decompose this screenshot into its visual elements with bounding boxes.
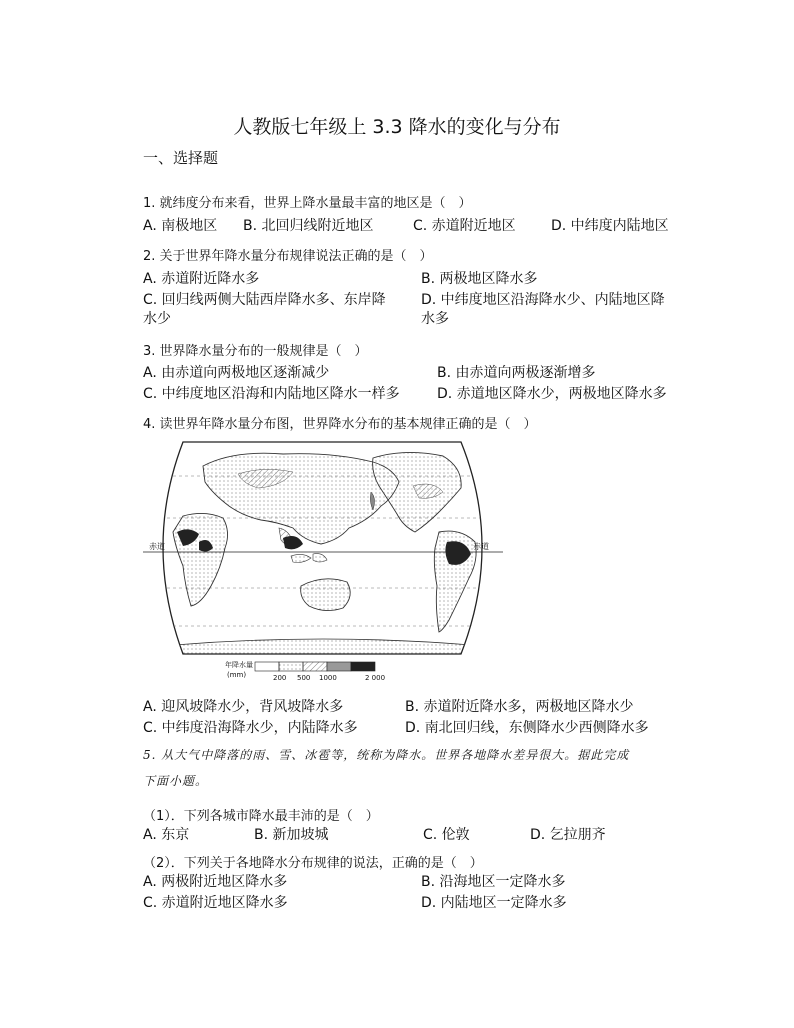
question-2-stem: 2. 关于世界年降水量分布规律说法正确的是（ ） xyxy=(143,249,433,264)
question-1-stem: 1. 就纬度分布来看，世界上降水量最丰富的地区是（ ） xyxy=(143,196,472,211)
question-2-option-c-line2: 水少 xyxy=(143,311,171,327)
question-5-stem-line1: 5. 从大气中降落的雨、雪、冰雹等，统称为降水。世界各地降水差异很大。据此完成 xyxy=(143,748,630,762)
question-4-option-b: B. 赤道附近降水多，两极地区降水少 xyxy=(405,699,634,715)
question-5-1-option-c: C. 伦敦 xyxy=(423,827,470,843)
question-1-option-c: C. 赤道附近地区 xyxy=(413,218,516,234)
legend-tick-500: 500 xyxy=(297,674,311,682)
question-4-stem: 4. 读世界年降水量分布图，世界降水分布的基本规律正确的是（ ） xyxy=(143,417,537,432)
question-5-2-stem: （2）．下列关于各地降水分布规律的说法，正确的是（ ） xyxy=(143,856,483,871)
section-heading: 一、选择题 xyxy=(143,149,219,167)
question-2-option-b: B. 两极地区降水多 xyxy=(421,271,538,287)
equator-label-right: 赤道 xyxy=(473,542,489,551)
question-5-2-option-c: C. 赤道附近地区降水多 xyxy=(143,895,288,911)
question-3-option-a: A. 由赤道向两极地区逐渐减少 xyxy=(143,365,330,381)
question-3-option-b: B. 由赤道向两极逐渐增多 xyxy=(437,365,596,381)
question-4-option-a: A. 迎风坡降水少，背风坡降水多 xyxy=(143,699,344,715)
question-1-option-b: B. 北回归线附近地区 xyxy=(243,218,374,234)
question-4-option-d: D. 南北回归线，东侧降水少西侧降水多 xyxy=(405,720,649,736)
question-3-stem: 3. 世界降水量分布的一般规律是（ ） xyxy=(143,344,368,359)
question-2-option-d-line1: D. 中纬度地区沿海降水少、内陆地区降 xyxy=(421,292,665,308)
legend-tick-2000: 2 000 xyxy=(365,674,386,682)
question-4-option-c: C. 中纬度沿海降水少，内陆降水多 xyxy=(143,720,358,736)
question-3-option-d: D. 赤道地区降水少，两极地区降水多 xyxy=(437,386,667,402)
precipitation-legend xyxy=(225,660,385,682)
question-5-2-option-d: D. 内陆地区一定降水多 xyxy=(421,895,567,911)
question-5-stem-line2: 下面小题。 xyxy=(143,774,209,788)
question-5-2-option-b: B. 沿海地区一定降水多 xyxy=(421,874,566,890)
question-3-option-c: C. 中纬度地区沿海和内陆地区降水一样多 xyxy=(143,386,400,402)
question-2-option-d-line2: 水多 xyxy=(421,311,449,327)
question-1-option-a: A. 南极地区 xyxy=(143,218,218,234)
australia-landmass xyxy=(301,579,351,611)
question-2-option-a: A. 赤道附近降水多 xyxy=(143,271,260,287)
question-2-option-c-line1: C. 回归线两侧大陆西岸降水多、东岸降 xyxy=(143,292,386,308)
legend-title: 年降水量 xyxy=(225,661,253,669)
question-5-1-option-d: D. 乞拉朋齐 xyxy=(530,827,606,843)
legend-tick-200: 200 xyxy=(273,674,287,682)
world-precipitation-map xyxy=(143,436,503,684)
question-5-2-option-a: A. 两极附近地区降水多 xyxy=(143,874,288,890)
equator-label-left: 赤道 xyxy=(149,542,165,551)
legend-tick-1000: 1000 xyxy=(319,674,337,682)
question-5-1-option-b: B. 新加坡城 xyxy=(254,827,329,843)
legend-unit: (mm) xyxy=(227,671,247,679)
page-title: 人教版七年级上 3.3 降水的变化与分布 xyxy=(233,116,561,138)
question-5-1-option-a: A. 东京 xyxy=(143,827,190,843)
question-1-option-d: D. 中纬度内陆地区 xyxy=(551,218,669,234)
question-5-1-stem: （1）．下列各城市降水最丰沛的是（ ） xyxy=(143,809,379,824)
